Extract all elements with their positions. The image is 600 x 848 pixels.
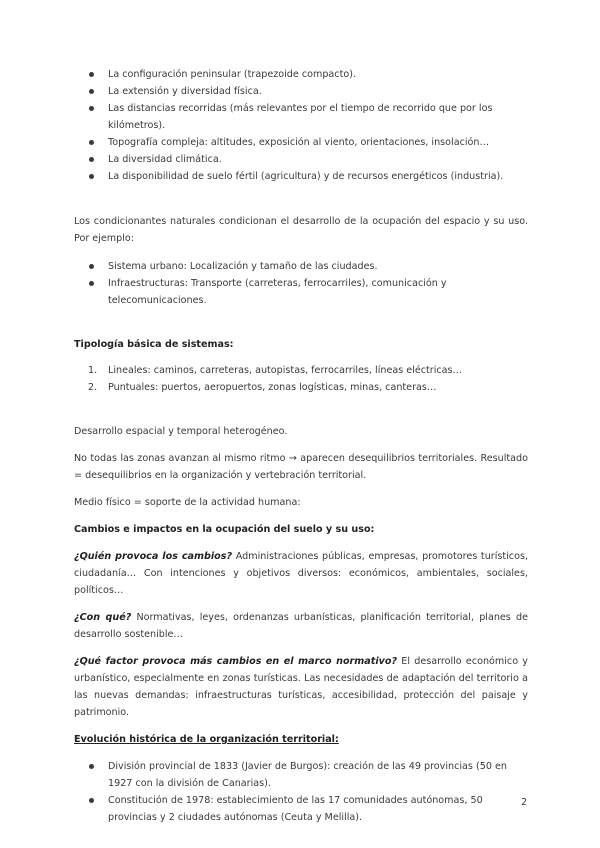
list-item-text: Puntuales: puertos, aeropuertos, zonas logísticas, minas, canteras…	[108, 382, 437, 393]
list-item: Las distancias recorridas (más relevantes por el tiempo de recorrido que por los kilómetros).	[74, 100, 528, 134]
examples-list	[74, 258, 528, 309]
heading-tipologia: Tipología básica de sistemas:	[74, 339, 234, 350]
page-content	[74, 66, 528, 826]
list-item: División provincial de 1833 (Javier de Burgos): creación de las 49 provincias (50 en 1927 con la división de Canarias).	[74, 758, 528, 792]
qa-paragraph	[74, 609, 528, 643]
list-number: 1.	[88, 365, 98, 376]
list-item-text: Lineales: caminos, carreteras, autopistas, ferrocarriles, líneas eléctricas…	[108, 365, 463, 376]
qa-question: ¿Quién provoca los cambios?	[74, 551, 233, 562]
qa-answer: Administraciones públicas, empresas, promotores turísticos, ciudadanía… Con intenciones y objetivos diversos: económicos, ambientales, sociales, políticos…	[74, 551, 529, 596]
qa-paragraph	[74, 548, 528, 599]
list-item: La diversidad climática.	[74, 151, 528, 168]
heading-evolucion: Evolución histórica de la organización territorial:	[74, 734, 339, 745]
list-item: La configuración peninsular (trapezoide compacto).	[74, 66, 528, 83]
qa-answer: Normativas, leyes, ordenanzas urbanísticas, planificación territorial, planes de desarrollo sostenible…	[74, 612, 528, 640]
paragraph-zonas: No todas las zonas avanzan al mismo ritmo → aparecen desequilibrios territoriales. Resultado = desequilibrios en la organización y vertebración territorial.	[74, 453, 528, 481]
list-item	[74, 379, 528, 396]
paragraph-desarrollo: Desarrollo espacial y temporal heterogéneo.	[74, 426, 288, 437]
qa-question: ¿Qué factor provoca más cambios en el marco normativo?	[74, 656, 398, 667]
page-number: 2	[521, 797, 528, 808]
list-item: La disponibilidad de suelo fértil (agricultura) y de recursos energéticos (industria).	[74, 168, 528, 185]
list-item: La extensión y diversidad física.	[74, 83, 528, 100]
history-list	[74, 758, 528, 826]
list-item: Sistema urbano: Localización y tamaño de las ciudades.	[74, 258, 528, 275]
list-item	[74, 362, 528, 379]
factors-list	[74, 66, 528, 185]
list-item: Topografía compleja: altitudes, exposición al viento, orientaciones, insolación…	[74, 134, 528, 151]
qa-paragraph	[74, 653, 528, 721]
paragraph-medio: Medio físico = soporte de la actividad humana:	[74, 497, 301, 508]
list-item: Infraestructuras: Transporte (carreteras, ferrocarriles), comunicación y telecomunicaciones.	[74, 275, 528, 309]
systems-list	[74, 362, 528, 396]
paragraph-condicionantes: Los condicionantes naturales condicionan el desarrollo de la ocupación del espacio y su uso. Por ejemplo:	[74, 216, 528, 244]
list-number: 2.	[88, 382, 98, 393]
qa-answer: El desarrollo económico y urbanístico, especialmente en zonas turísticas. Las necesidades de adaptación del territorio a las nuevas demandas: infraestructuras turísticas, accesibilidad, protección del paisaje y patrimonio.	[74, 656, 528, 718]
heading-cambios: Cambios e impactos en la ocupación del suelo y su uso:	[74, 524, 375, 535]
qa-question: ¿Con qué?	[74, 612, 132, 623]
list-item: Constitución de 1978: establecimiento de las 17 comunidades autónomas, 50 provincias y 2 ciudades autónomas (Ceuta y Melilla).	[74, 792, 528, 826]
